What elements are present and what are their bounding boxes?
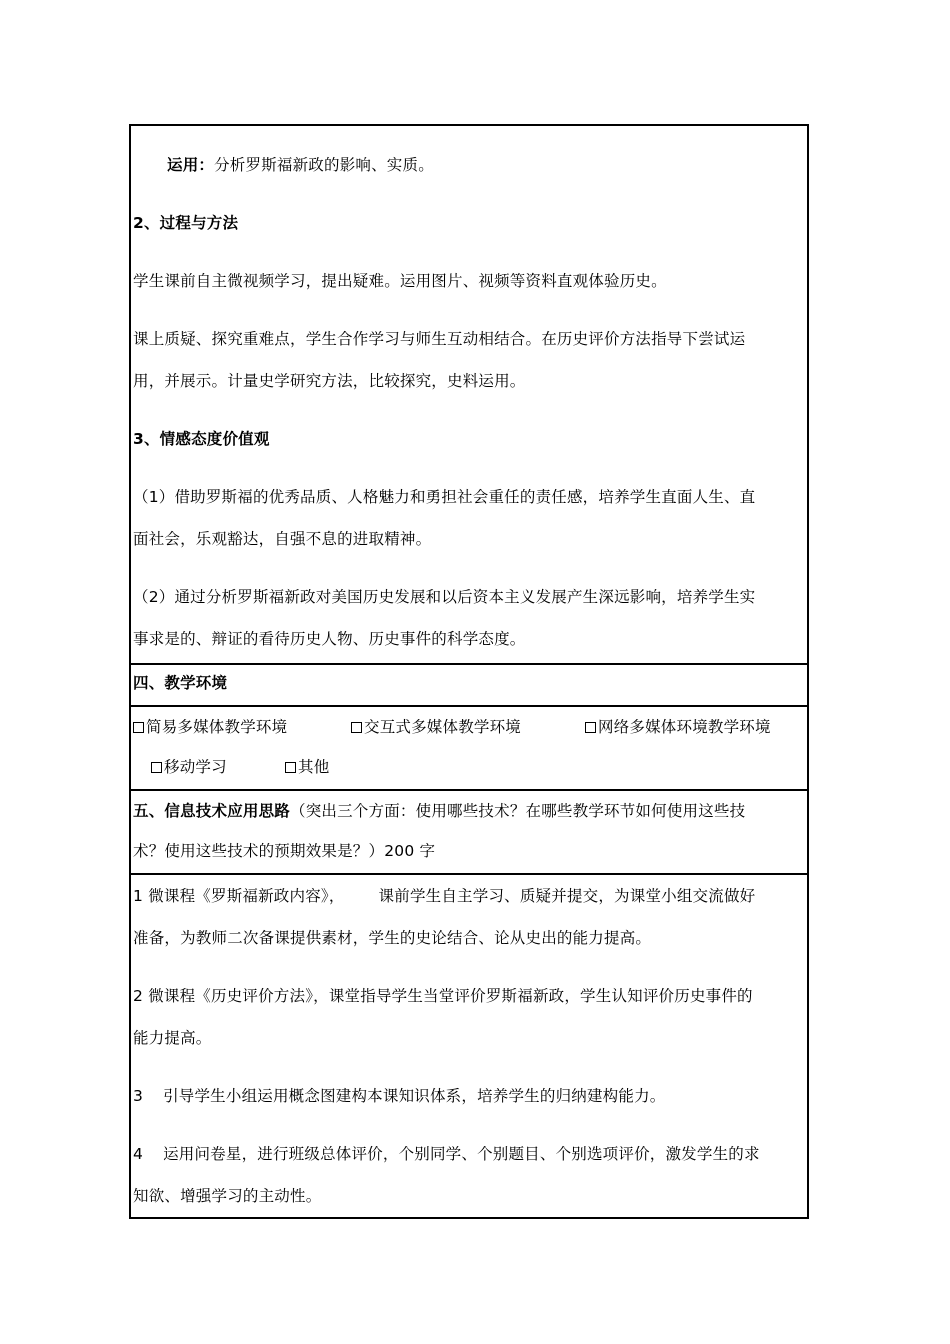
- checkbox-icon[interactable]: [285, 762, 296, 773]
- process-paragraph-2-line-2: 用，并展示。计量史学研究方法，比较探究，史料运用。: [133, 372, 526, 390]
- tech-item-2-line-1: 2 微课程《历史评价方法》，课堂指导学生当堂评价罗斯福新政，学生认知评价历史事件的: [133, 987, 753, 1005]
- tech-item-2-line-2: 能力提高。: [133, 1029, 212, 1047]
- option-label: 网络多媒体环境教学环境: [598, 718, 771, 736]
- tech-heading-note-1: （突出三个方面：使用哪些技术？在哪些教学环节如何使用这些技: [290, 802, 746, 820]
- tech-item-4-line-1: [133, 1133, 803, 1175]
- tech-heading-cell: [131, 791, 807, 875]
- emotion-paragraph-1-line-2: 面社会，乐观豁达，自强不息的进取精神。: [133, 530, 432, 548]
- environment-heading: 四、教学环境: [133, 674, 228, 692]
- tech-item-1-title: 1 微课程《罗斯福新政内容》，: [133, 887, 345, 905]
- tech-item-3: [133, 1075, 803, 1117]
- environment-option-other[interactable]: [285, 747, 329, 787]
- checkbox-icon[interactable]: [585, 722, 596, 733]
- lesson-plan-table: [129, 124, 809, 1219]
- apply-text: 分析罗斯福新政的影响、实质。: [214, 156, 434, 174]
- tech-item-3-number: 3: [133, 1087, 144, 1105]
- tech-item-4-number: 4: [133, 1145, 144, 1163]
- environment-options-cell: [131, 707, 807, 791]
- environment-option-interactive-multimedia[interactable]: [351, 707, 585, 747]
- tech-item-4-text: 运用问卷星，进行班级总体评价，个别同学、个别题目、个别选项评价，激发学生的求: [163, 1145, 760, 1163]
- teaching-goals-cell: [131, 126, 807, 665]
- environment-heading-cell: [131, 665, 807, 707]
- environment-option-mobile-learning[interactable]: [151, 747, 285, 787]
- process-paragraph-1: 学生课前自主微视频学习，提出疑难。运用图片、视频等资料直观体验历史。: [133, 272, 667, 290]
- checkbox-icon[interactable]: [151, 762, 162, 773]
- process-paragraph-2-line-1: 课上质疑、探究重难点，学生合作学习与师生互动相结合。在历史评价方法指导下尝试运: [133, 330, 746, 348]
- tech-item-1-desc: 课前学生自主学习、质疑并提交，为课堂小组交流做好: [378, 887, 756, 905]
- environment-option-simple-multimedia[interactable]: [133, 707, 351, 747]
- option-label: 移动学习: [164, 758, 227, 776]
- option-label: 其他: [298, 758, 330, 776]
- environment-option-network-multimedia[interactable]: [585, 707, 771, 747]
- apply-label: 运用：: [167, 156, 215, 174]
- checkbox-icon[interactable]: [133, 722, 144, 733]
- tech-item-1-line-2: 准备，为教师二次备课提供素材，学生的史论结合、论从史出的能力提高。: [133, 929, 652, 947]
- emotion-paragraph-2-line-2: 事求是的、辩证的看待历史人物、历史事件的科学态度。: [133, 630, 526, 648]
- tech-heading: 五、信息技术应用思路: [133, 802, 291, 820]
- tech-item-1-line-1: [133, 875, 803, 917]
- process-method-heading: 2、过程与方法: [133, 214, 239, 232]
- emotion-paragraph-1-line-1: （1）借助罗斯福的优秀品质、人格魅力和勇担社会重任的责任感，培养学生直面人生、直: [133, 488, 756, 506]
- environment-options-row-1: [133, 707, 803, 747]
- tech-body-cell: [131, 875, 807, 1217]
- emotion-values-heading: 3、情感态度价值观: [133, 430, 270, 448]
- tech-heading-note-2: 术？使用这些技术的预期效果是？）200 字: [133, 842, 436, 860]
- option-label: 简易多媒体教学环境: [146, 718, 288, 736]
- environment-options-row-2: [133, 747, 803, 787]
- apply-goal-line: [133, 144, 803, 186]
- tech-heading-line-1: [133, 791, 803, 831]
- tech-item-4-line-2: 知欲、增强学习的主动性。: [133, 1187, 322, 1205]
- checkbox-icon[interactable]: [351, 722, 362, 733]
- option-label: 交互式多媒体教学环境: [364, 718, 522, 736]
- tech-item-3-text: 引导学生小组运用概念图建构本课知识体系，培养学生的归纳建构能力。: [163, 1087, 666, 1105]
- emotion-paragraph-2-line-1: （2）通过分析罗斯福新政对美国历史发展和以后资本主义发展产生深远影响，培养学生实: [133, 588, 756, 606]
